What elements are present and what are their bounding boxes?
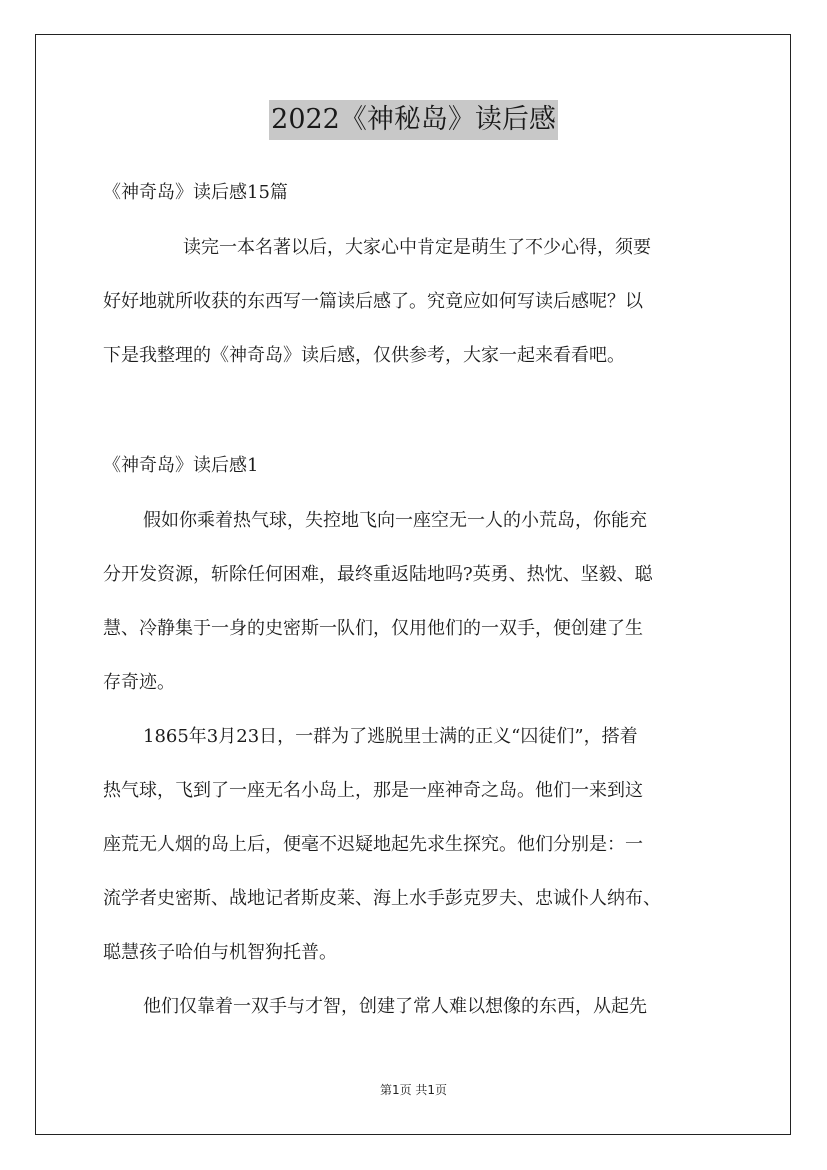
paragraph-line: 流学者史密斯、战地记者斯皮莱、海上水手彭克罗夫、忠诚仆人纳布、 xyxy=(103,888,661,909)
paragraph-line: 存奇迹。 xyxy=(103,672,175,693)
paragraph-line: 假如你乘着热气球，失控地飞向一座空无一人的小荒岛，你能充 xyxy=(143,510,647,531)
intro-line: 下是我整理的《神奇岛》读后感，仅供参考，大家一起来看看吧。 xyxy=(103,345,625,366)
title-container xyxy=(0,100,827,140)
intro-line: 读完一本名著以后，大家心中肯定是萌生了不少心得，须要 xyxy=(183,237,651,258)
paragraph-line: 慧、冷静集于一身的史密斯一队们，仅用他们的一双手，便创建了生 xyxy=(103,618,643,639)
paragraph-line: 座荒无人烟的岛上后，便毫不迟疑地起先求生探究。他们分别是：一 xyxy=(103,834,643,855)
intro-line: 好好地就所收获的东西写一篇读后感了。究竟应如何写读后感呢？以 xyxy=(103,291,643,312)
document-title: 2022《神秘岛》读后感 xyxy=(269,100,558,140)
subtitle: 《神奇岛》读后感15篇 xyxy=(103,182,288,203)
section-heading: 《神奇岛》读后感1 xyxy=(103,455,259,476)
page-footer: 第1页 共1页 xyxy=(379,1083,448,1097)
paragraph-line: 1865年3月23日，一群为了逃脱里士满的正义“囚徒们”，搭着 xyxy=(143,726,638,747)
paragraph-line: 分开发资源，斩除任何困难，最终重返陆地吗?英勇、热忱、坚毅、聪 xyxy=(103,564,653,585)
paragraph-line: 他们仅靠着一双手与才智，创建了常人难以想像的东西，从起先 xyxy=(143,996,647,1017)
paragraph-line: 聪慧孩子哈伯与机智狗托普。 xyxy=(103,942,337,963)
paragraph-line: 热气球，飞到了一座无名小岛上，那是一座神奇之岛。他们一来到这 xyxy=(103,780,643,801)
